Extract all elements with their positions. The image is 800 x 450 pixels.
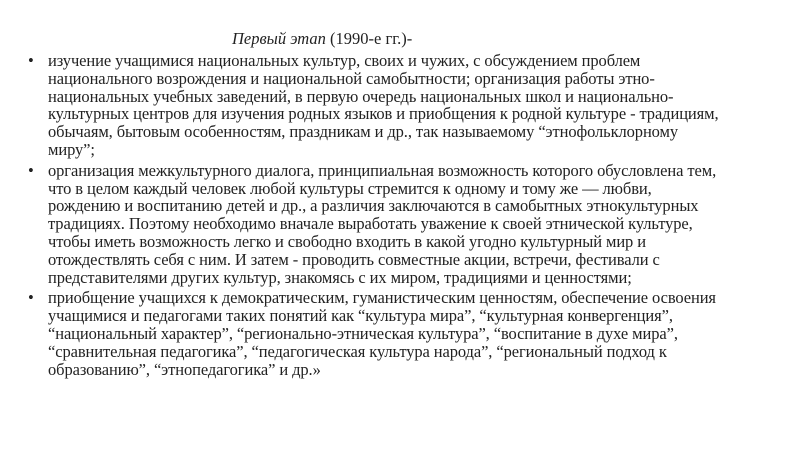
bullet-marker: • xyxy=(28,288,34,308)
bullet-marker: • xyxy=(28,160,34,180)
stage-title-italic: Первый этап xyxy=(232,29,326,48)
bullet-text: приобщение учащихся к демократическим, гуманистическим ценностям, обеспечение освоения учащимися и педагогами таких понятий как “культура мира”, “культурная конвергенция”, “национальный характер”, “регионально-этническая культура”, “воспитание в духе мира”, “сравнительная педагогика”, “педагогическая культура народа”, “региональный подход к образованию”, “этнопедагогика” и др.» xyxy=(48,288,716,379)
stage-title-period: (1990-е гг.)- xyxy=(325,29,413,48)
bullet-item-3 xyxy=(28,289,728,378)
bullet-text: организация межкультурного диалога, принципиальная возможность которого обусловлена тем, что в целом каждый человек любой культуры стремится к одному и тому же — любви, рождению и воспитанию детей и др., а различия заключаются в самобытных этнокультурных традициях. Поэтому необходимо вначале выработать уважение к своей этнической культуре, чтобы иметь возможность легко и свободно входить в какой угодно культурный мир и отождествлять себя с ним. И затем - проводить совместные акции, встречи, фестивали с представителями других культур, знакомясь с их миром, традициями и ценностями; xyxy=(48,160,717,287)
bullet-text: изучение учащимися национальных культур, своих и чужих, с обсуждением проблем национального возрождения и национальной самобытности; организация работы этно-национальных учебных заведений, в первую очередь национальных школ и национально-культурных центров для изучения родных языков и приобщения к родной культуре - традициям, обычаям, бытовым особенностям, праздникам и др., так называемому “этнофольклорному миру”; xyxy=(48,51,719,159)
bullet-list xyxy=(28,52,728,381)
bullet-item-2 xyxy=(28,162,728,287)
stage-title xyxy=(232,29,412,49)
bullet-marker: • xyxy=(28,51,34,70)
bullet-item-1 xyxy=(28,52,728,159)
